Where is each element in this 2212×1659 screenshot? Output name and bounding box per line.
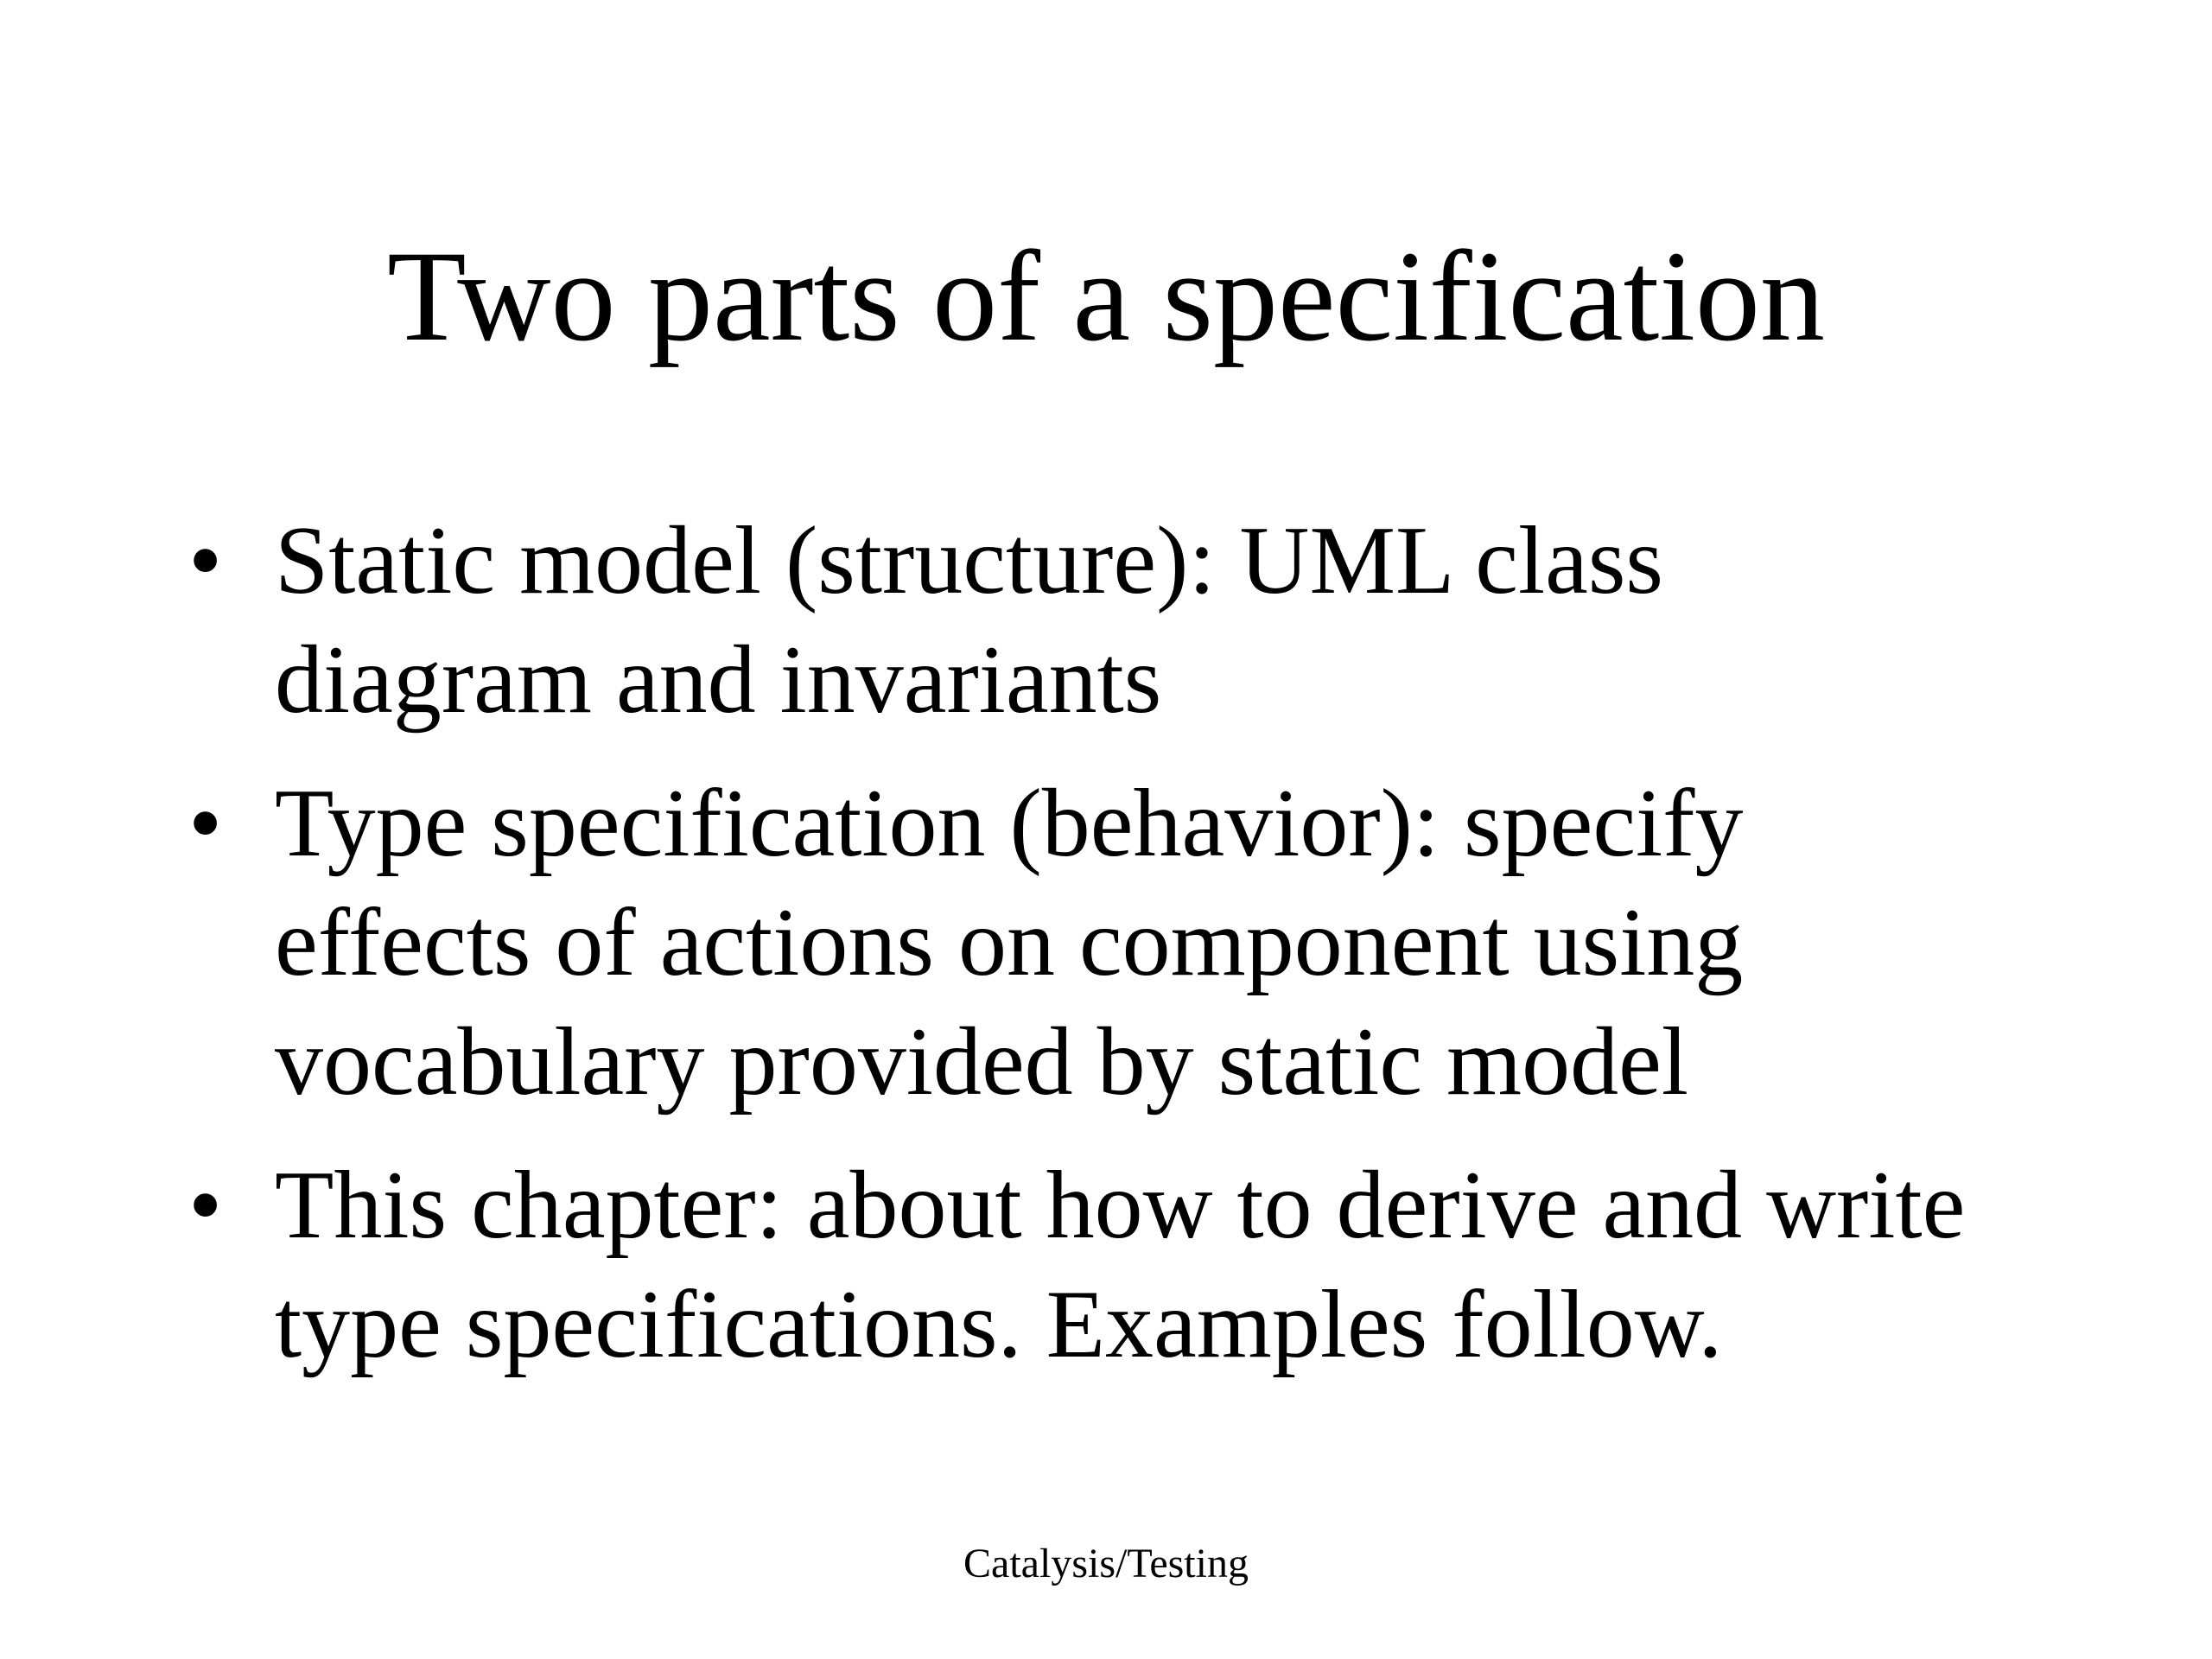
bullet-line: type specifications. Examples follow. xyxy=(275,1271,1723,1378)
bullet-icon: • xyxy=(188,507,223,614)
bullet-item-type-specification xyxy=(181,764,2082,1122)
bullet-list xyxy=(181,501,2082,1408)
bullet-line: Type specification (behavior): specify xyxy=(275,770,1744,877)
bullet-icon: • xyxy=(188,770,223,877)
bullet-line: This chapter: about how to derive and write xyxy=(275,1152,1966,1259)
bullet-item-static-model xyxy=(181,501,2082,740)
bullet-line: diagram and invariants xyxy=(275,626,1162,734)
slide-footer: Catalysis/Testing xyxy=(963,1541,1249,1586)
bullet-icon: • xyxy=(188,1152,223,1259)
bullet-line: Static model (structure): UML class xyxy=(275,507,1663,614)
bullet-line: effects of actions on component using xyxy=(275,889,1744,996)
bullet-item-this-chapter xyxy=(181,1146,2082,1384)
bullet-line: vocabulary provided by static model xyxy=(275,1008,1688,1116)
slide-title: Two parts of a specification xyxy=(387,225,1825,368)
